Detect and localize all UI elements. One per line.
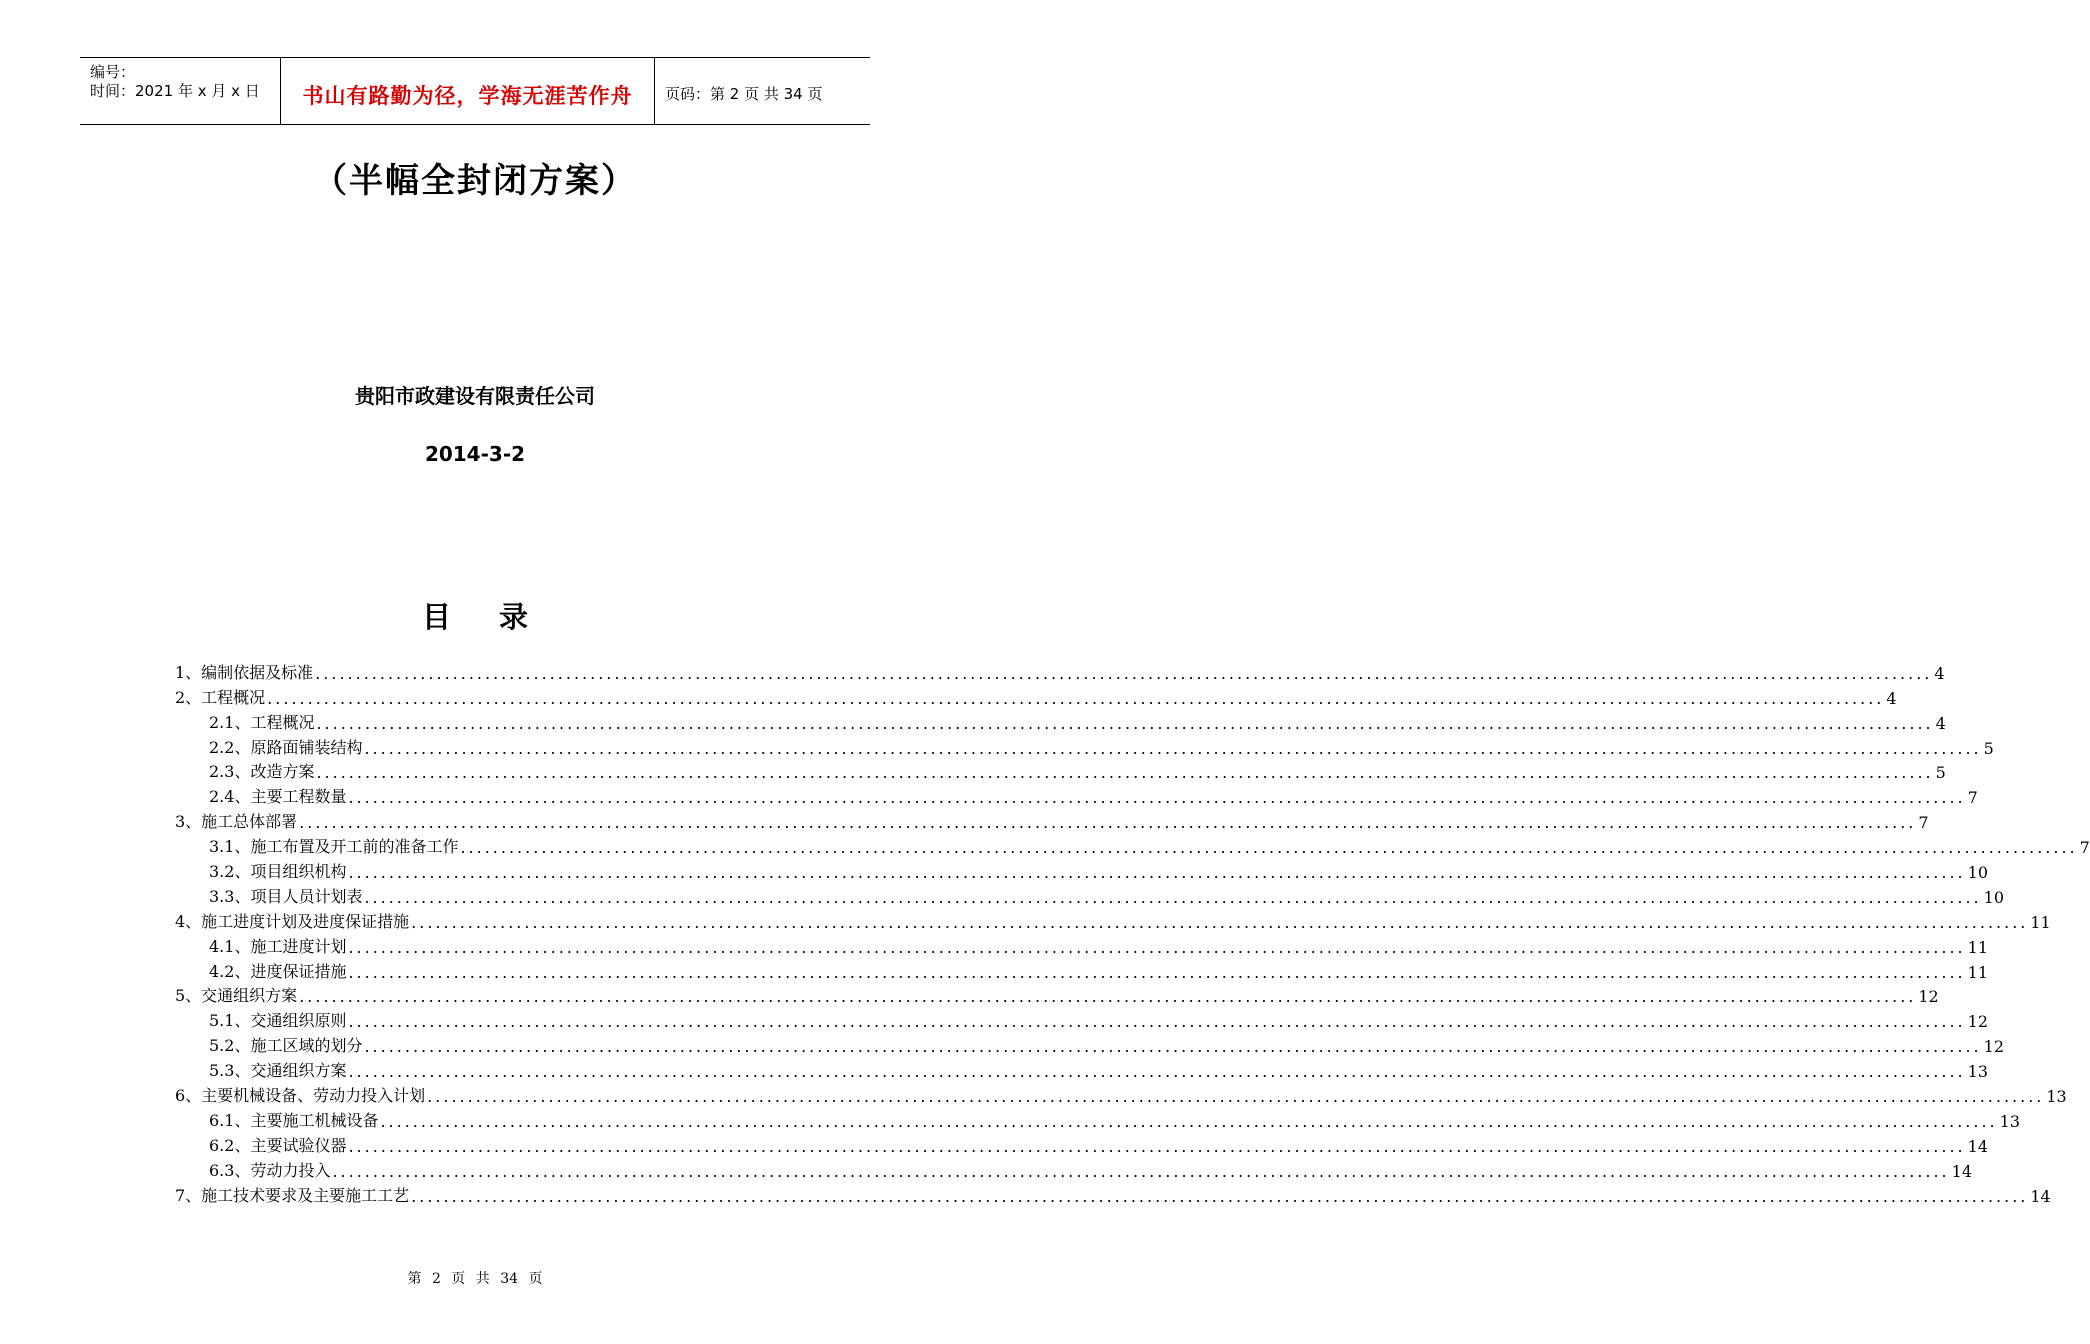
- toc-entry-label: 4、施工进度计划及进度保证措施: [175, 911, 410, 931]
- toc-entry[interactable]: [175, 758, 1946, 783]
- toc-entry-page: 5: [1935, 763, 1946, 783]
- toc-entry-label: 2.3、改造方案: [209, 762, 315, 782]
- toc-entry[interactable]: [175, 857, 1988, 883]
- header-meta-cell: [80, 58, 281, 124]
- toc-entry-page: 12: [1967, 1012, 1988, 1032]
- toc-entry-page: 7: [1918, 813, 1929, 833]
- toc-entry[interactable]: [175, 907, 2051, 932]
- toc-entry-label: 5.3、交通组织方案: [209, 1061, 347, 1081]
- toc-leader-dots: ........................................................................................................................................................................................................: [348, 962, 1966, 982]
- toc-leader-dots: ........................................................................................................................................................................................................: [348, 1136, 1966, 1156]
- toc-leader-dots: ........................................................................................................................................................................................................: [348, 788, 1966, 808]
- toc-entry-label: 1、编制依据及标准: [175, 662, 314, 682]
- toc-entry[interactable]: [175, 1156, 1972, 1181]
- toc-entry-label: 3.2、项目组织机构: [209, 862, 347, 882]
- toc-leader-dots: ........................................................................................................................................................................................................: [348, 1062, 1966, 1082]
- toc-leader-dots: ........................................................................................................................................................................................................: [348, 937, 1966, 957]
- toc-leader-dots: ........................................................................................................................................................................................................: [348, 863, 1966, 883]
- toc-entry-page: 11: [1967, 962, 1988, 982]
- toc-leader-dots: ........................................................................................................................................................................................................: [427, 1087, 2045, 1107]
- toc-leader-dots: ........................................................................................................................................................................................................: [348, 1012, 1966, 1032]
- toc-entry-label: 6.1、主要施工机械设备: [209, 1110, 379, 1130]
- toc-entry-page: 5: [1983, 738, 1994, 758]
- toc-entry-page: 11: [1967, 937, 1988, 957]
- toc-entry-label: 4.1、施工进度计划: [209, 936, 347, 956]
- toc-entry-page: 4: [1886, 688, 1897, 708]
- toc-entry-label: 5、交通组织方案: [175, 986, 298, 1006]
- toc-entry-page: 10: [1967, 863, 1988, 883]
- toc-entry[interactable]: [175, 1006, 1988, 1032]
- toc-entry[interactable]: [175, 1131, 1988, 1156]
- toc-leader-dots: ........................................................................................................................................................................................................: [316, 713, 1934, 733]
- toc-entry-page: 7: [1967, 788, 1978, 808]
- document-title: （半幅全封闭方案）: [313, 161, 637, 201]
- toc-entry-label: 2、工程概况: [175, 687, 266, 707]
- toc-entry-page: 12: [1983, 1037, 2004, 1057]
- number-label: 编号：: [90, 63, 136, 81]
- toc-leader-dots: ........................................................................................................................................................................................................: [267, 688, 1885, 708]
- toc-entry-page: 14: [2030, 1186, 2051, 1206]
- toc-leader-dots: ........................................................................................................................................................................................................: [364, 738, 1982, 758]
- page-info: 页码：第 2 页 共 34 页: [665, 85, 823, 103]
- page-header: [80, 57, 870, 125]
- toc-entry-label: 3.3、项目人员计划表: [209, 886, 363, 906]
- header-motto-cell: [281, 58, 655, 124]
- table-of-contents: [175, 658, 2090, 1206]
- toc-leader-dots: ........................................................................................................................................................................................................: [315, 663, 1933, 683]
- toc-entry-page: 14: [1951, 1161, 1972, 1181]
- toc-entry[interactable]: [175, 1181, 2051, 1206]
- motto: 书山有路勤为径，学海无涯苦作舟: [302, 84, 633, 108]
- toc-leader-dots: ........................................................................................................................................................................................................: [364, 887, 1982, 907]
- toc-entry[interactable]: [175, 1106, 2020, 1131]
- toc-entry[interactable]: [175, 683, 1897, 708]
- toc-entry-page: 14: [1967, 1136, 1988, 1156]
- toc-entry-page: 13: [1967, 1062, 1988, 1082]
- toc-entry-label: 7、施工技术要求及主要施工工艺: [175, 1185, 410, 1205]
- toc-leader-dots: ........................................................................................................................................................................................................: [411, 1186, 2029, 1206]
- toc-entry-label: 6.3、劳动力投入: [209, 1160, 331, 1180]
- toc-entry[interactable]: [175, 1031, 2004, 1057]
- toc-leader-dots: ........................................................................................................................................................................................................: [299, 813, 1917, 833]
- toc-entry-page: 12: [1918, 987, 1939, 1007]
- time-label: 时间：2021 年 x 月 x 日: [90, 82, 260, 100]
- toc-entry-label: 5.1、交通组织原则: [209, 1011, 347, 1031]
- document-date: 2014-3-2: [424, 442, 526, 466]
- toc-entry-page: 13: [2046, 1087, 2067, 1107]
- toc-entry[interactable]: [175, 782, 1978, 808]
- toc-entry-page: 4: [1934, 663, 1945, 683]
- toc-entry-label: 2.1、工程概况: [209, 712, 315, 732]
- toc-entry-label: 3、施工总体部署: [175, 812, 298, 832]
- page-footer: 第 2 页 共 34 页: [407, 1271, 543, 1287]
- toc-entry[interactable]: [175, 807, 1929, 833]
- toc-entry-label: 6.2、主要试验仪器: [209, 1135, 347, 1155]
- toc-entry[interactable]: [175, 733, 1994, 758]
- company-name: 贵阳市政建设有限责任公司: [355, 384, 595, 408]
- toc-entry-page: 13: [1999, 1111, 2020, 1131]
- toc-entry[interactable]: [175, 832, 2090, 858]
- toc-title: 目录: [421, 600, 576, 634]
- toc-entry-label: 6、主要机械设备、劳动力投入计划: [175, 1086, 426, 1106]
- toc-entry-page: 4: [1935, 713, 1946, 733]
- toc-entry[interactable]: [175, 957, 1988, 982]
- toc-leader-dots: ........................................................................................................................................................................................................: [460, 838, 2078, 858]
- toc-leader-dots: ........................................................................................................................................................................................................: [364, 1037, 1982, 1057]
- toc-entry-page: 11: [2030, 912, 2051, 932]
- toc-leader-dots: ........................................................................................................................................................................................................: [316, 763, 1934, 783]
- toc-entry[interactable]: [175, 932, 1988, 957]
- toc-leader-dots: ........................................................................................................................................................................................................: [332, 1161, 1950, 1181]
- toc-entry-label: 2.2、原路面铺装结构: [209, 737, 363, 757]
- toc-leader-dots: ........................................................................................................................................................................................................: [299, 987, 1917, 1007]
- toc-entry[interactable]: [175, 982, 1939, 1007]
- toc-entry-label: 2.4、主要工程数量: [209, 787, 347, 807]
- toc-entry-label: 4.2、进度保证措施: [209, 961, 347, 981]
- toc-entry[interactable]: [175, 1081, 2067, 1107]
- toc-leader-dots: ........................................................................................................................................................................................................: [380, 1111, 1998, 1131]
- toc-entry[interactable]: [175, 658, 1945, 683]
- header-page-cell: [655, 58, 870, 124]
- toc-entry[interactable]: [175, 1056, 1988, 1082]
- toc-leader-dots: ........................................................................................................................................................................................................: [411, 912, 2029, 932]
- toc-entry-label: 5.2、施工区域的划分: [209, 1036, 363, 1056]
- toc-entry-label: 3.1、施工布置及开工前的准备工作: [209, 837, 459, 857]
- toc-entry[interactable]: [175, 882, 2004, 907]
- toc-entry[interactable]: [175, 708, 1946, 733]
- toc-entry-page: 7: [2079, 838, 2090, 858]
- toc-entry-page: 10: [1983, 887, 2004, 907]
